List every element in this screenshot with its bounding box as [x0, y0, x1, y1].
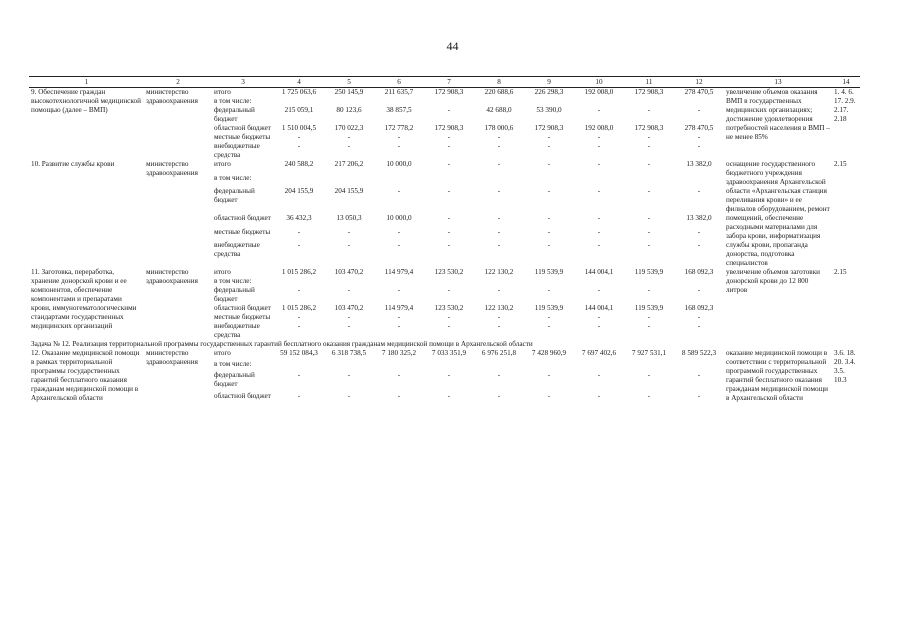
value-cell: [624, 174, 674, 188]
value-cell: -: [647, 142, 651, 150]
result-cell: оснащение государственного бюджетного учреждения здравоохранения Архангельской области «Архангельская станция переливания крови» и ее филиалов оборудованием, ремонт помещений, обеспечение расходными материалами для забора крови, информатизация службы крови, пропаганда донорства, подготовка специалистов: [726, 160, 830, 267]
value-cell: -: [447, 241, 451, 249]
value-cell: [374, 97, 424, 106]
value-cell: 211 635,7: [384, 88, 414, 96]
column-number-3: 3: [212, 77, 274, 88]
value-cell: -: [497, 313, 501, 321]
value-cell: [524, 174, 574, 188]
value-cell: [324, 277, 374, 286]
value-cell: 250 145,9: [334, 88, 364, 96]
value-cell: -: [397, 286, 401, 294]
value-cell: -: [497, 160, 501, 168]
value-cell: [524, 97, 574, 106]
value-cell: [674, 360, 724, 371]
value-cell: -: [647, 313, 651, 321]
value-cell: 38 857,5: [386, 106, 412, 114]
value-cell: 172 908,3: [534, 124, 564, 132]
value-cell: -: [697, 187, 701, 195]
value-cell: [574, 360, 624, 371]
value-cell: 122 130,2: [484, 304, 514, 312]
column-number-7: 7: [424, 77, 474, 88]
value-cell: -: [347, 142, 351, 150]
column-number-2: 2: [144, 77, 212, 88]
source-label-cell: местные бюджеты: [214, 313, 271, 321]
value-cell: 1 015 286,2: [281, 268, 317, 276]
value-cell: -: [347, 227, 351, 236]
value-cell: -: [347, 313, 351, 321]
value-cell: 172 908,3: [634, 88, 664, 96]
event-cell: 9. Обеспечение граждан высокотехнологичной медицинской помощью (далее – ВМП): [31, 88, 141, 114]
value-cell: 7 927 531,1: [631, 349, 667, 357]
value-cell: -: [497, 187, 501, 195]
value-cell: -: [297, 313, 301, 321]
value-cell: -: [497, 241, 501, 249]
value-cell: 8 589 522,3: [681, 349, 717, 357]
event-cell: 11. Заготовка, переработка, хранение донорской крови и ее компонентов, обеспечение компонентами и препаратами крови, иммуногематологическими стандартами государственных медицинских организаций: [31, 268, 137, 330]
value-cell: -: [647, 370, 651, 379]
value-cell: -: [447, 286, 451, 294]
value-cell: -: [647, 241, 651, 249]
value-cell: -: [547, 214, 551, 222]
value-cell: -: [497, 392, 501, 401]
link-cell: 2.15: [834, 160, 847, 168]
value-cell: 6 976 251,8: [481, 349, 517, 357]
source-label-cell: областной бюджет: [214, 214, 271, 222]
value-cell: -: [447, 160, 451, 168]
value-cell: 172 908,3: [434, 88, 464, 96]
table-row: [29, 160, 860, 174]
value-cell: [324, 360, 374, 371]
value-cell: 192 008,0: [584, 124, 614, 132]
value-cell: -: [697, 133, 701, 141]
value-cell: -: [547, 241, 551, 249]
value-cell: -: [547, 370, 551, 379]
source-label-cell: итого: [214, 349, 231, 357]
executor-cell: министерство здравоохранения: [146, 160, 198, 177]
value-cell: -: [697, 322, 701, 330]
column-number-header: [29, 77, 860, 88]
value-cell: -: [347, 133, 351, 141]
value-cell: -: [397, 322, 401, 330]
value-cell: -: [697, 392, 701, 401]
source-label-cell: в том числе:: [214, 359, 252, 368]
value-cell: 144 004,1: [584, 268, 614, 276]
source-label-cell: итого: [214, 160, 231, 168]
value-cell: -: [697, 286, 701, 294]
value-cell: 170 022,3: [334, 124, 364, 132]
value-cell: [624, 277, 674, 286]
value-cell: 1 015 286,2: [281, 304, 317, 312]
value-cell: 168 092,3: [684, 268, 714, 276]
value-cell: [474, 277, 524, 286]
value-cell: [674, 277, 724, 286]
value-cell: -: [397, 241, 401, 249]
value-cell: 103 470,2: [334, 268, 364, 276]
executor-cell: министерство здравоохранения: [146, 349, 198, 366]
value-cell: -: [447, 322, 451, 330]
column-number-9: 9: [524, 77, 574, 88]
value-cell: -: [597, 370, 601, 379]
column-number-5: 5: [324, 77, 374, 88]
value-cell: -: [447, 106, 451, 114]
link-cell: 2.15: [834, 268, 847, 276]
value-cell: -: [647, 227, 651, 236]
value-cell: [274, 174, 324, 188]
value-cell: 217 206,2: [334, 160, 364, 168]
value-cell: -: [297, 133, 301, 141]
value-cell: [674, 97, 724, 106]
source-label-cell: федеральный бюджет: [214, 286, 255, 303]
result-cell: увеличение объемов оказания ВМП в государственных медицинских организациях; достижение удовлетворения потребностей населения в ВМП – не менее 85%: [726, 88, 830, 141]
source-label-cell: областной бюджет: [214, 304, 271, 312]
value-cell: -: [397, 142, 401, 150]
value-cell: 220 688,6: [484, 88, 514, 96]
value-cell: -: [597, 241, 601, 249]
source-label-cell: внебюджетные средства: [214, 241, 260, 258]
value-cell: 240 588,2: [284, 160, 314, 168]
value-cell: -: [547, 313, 551, 321]
value-cell: 6 318 738,5: [331, 349, 367, 357]
value-cell: 119 539,9: [534, 304, 564, 312]
value-cell: -: [647, 286, 651, 294]
value-cell: [424, 277, 474, 286]
value-cell: 7 033 351,9: [431, 349, 467, 357]
value-cell: [324, 174, 374, 188]
result-cell: оказание медицинской помощи в соответствии с территориальной программой государственных гарантий бесплатного оказания гражданам медицинской помощи в Архангельской области: [726, 349, 828, 402]
value-cell: -: [397, 370, 401, 379]
value-cell: [674, 174, 724, 188]
value-cell: 42 688,0: [486, 106, 512, 114]
value-cell: -: [497, 214, 501, 222]
value-cell: -: [347, 322, 351, 330]
value-cell: -: [547, 133, 551, 141]
value-cell: [274, 97, 324, 106]
link-cell: 1. 4. 6. 17. 2.9. 2.17. 2.18: [834, 88, 856, 123]
value-cell: -: [347, 392, 351, 401]
source-label-cell: в том числе:: [214, 173, 252, 182]
value-cell: -: [447, 133, 451, 141]
source-label-cell: областной бюджет: [214, 124, 271, 132]
value-cell: -: [647, 160, 651, 168]
value-cell: 119 539,9: [634, 304, 664, 312]
value-cell: -: [397, 187, 401, 195]
source-label-cell: федеральный бюджет: [214, 187, 255, 204]
value-cell: 53 390,0: [536, 106, 562, 114]
value-cell: -: [697, 313, 701, 321]
value-cell: -: [597, 187, 601, 195]
source-label-cell: в том числе:: [214, 97, 252, 105]
source-label-cell: федеральный бюджет: [214, 370, 255, 388]
value-cell: 13 050,3: [336, 214, 362, 222]
column-number-6: 6: [374, 77, 424, 88]
executor-cell: министерство здравоохранения: [146, 268, 198, 285]
value-cell: 10 000,0: [386, 160, 412, 168]
value-cell: 123 530,2: [434, 304, 464, 312]
value-cell: 119 539,9: [634, 268, 664, 276]
source-label-cell: итого: [214, 268, 231, 276]
value-cell: -: [497, 322, 501, 330]
value-cell: 13 382,0: [686, 214, 712, 222]
column-number-11: 11: [624, 77, 674, 88]
value-cell: -: [597, 142, 601, 150]
value-cell: -: [547, 142, 551, 150]
value-cell: -: [297, 227, 301, 236]
link-cell: 3.6. 18. 20. 3.4. 3.5. 10.3: [834, 349, 856, 384]
value-cell: [274, 277, 324, 286]
value-cell: -: [647, 322, 651, 330]
value-cell: 172 908,3: [434, 124, 464, 132]
value-cell: 144 004,1: [584, 304, 614, 312]
column-number-14: 14: [832, 77, 860, 88]
event-cell: 10. Развитие службы крови: [31, 160, 115, 168]
value-cell: -: [347, 241, 351, 249]
value-cell: 1 725 063,6: [281, 88, 317, 96]
page-number: 44: [446, 39, 459, 53]
value-cell: 13 382,0: [686, 160, 712, 168]
value-cell: 278 470,5: [684, 88, 714, 96]
value-cell: 168 092,3: [684, 304, 714, 312]
value-cell: -: [597, 227, 601, 236]
value-cell: 59 152 084,3: [280, 349, 318, 357]
value-cell: [274, 360, 324, 371]
value-cell: [524, 277, 574, 286]
column-number-8: 8: [474, 77, 524, 88]
source-label-cell: областной бюджет: [214, 392, 271, 401]
value-cell: [624, 97, 674, 106]
value-cell: -: [697, 241, 701, 249]
value-cell: -: [547, 392, 551, 401]
value-cell: -: [697, 106, 701, 114]
value-cell: -: [297, 286, 301, 294]
program-table: [29, 76, 860, 403]
value-cell: [374, 277, 424, 286]
task-heading: Задача № 12. Реализация территориальной программы государственных гарантий бесплатного оказания гражданам медицинской помощи в Архангельской области: [31, 340, 533, 348]
value-cell: -: [647, 106, 651, 114]
value-cell: -: [547, 187, 551, 195]
value-cell: -: [497, 227, 501, 236]
value-cell: -: [647, 214, 651, 222]
value-cell: 103 470,2: [334, 304, 364, 312]
value-cell: 204 155,9: [334, 187, 364, 195]
value-cell: -: [297, 370, 301, 379]
value-cell: 122 130,2: [484, 268, 514, 276]
value-cell: -: [597, 322, 601, 330]
value-cell: -: [447, 370, 451, 379]
value-cell: [474, 97, 524, 106]
value-cell: 114 979,4: [384, 268, 414, 276]
column-number-13: 13: [724, 77, 832, 88]
value-cell: -: [497, 286, 501, 294]
value-cell: -: [697, 142, 701, 150]
value-cell: 172 778,2: [384, 124, 414, 132]
value-cell: [574, 277, 624, 286]
value-cell: -: [447, 187, 451, 195]
value-cell: -: [497, 370, 501, 379]
value-cell: [474, 174, 524, 188]
value-cell: -: [397, 392, 401, 401]
value-cell: 114 979,4: [384, 304, 414, 312]
value-cell: 7 180 325,2: [381, 349, 417, 357]
value-cell: -: [597, 106, 601, 114]
value-cell: -: [297, 392, 301, 401]
value-cell: 204 155,9: [284, 187, 314, 195]
value-cell: -: [397, 133, 401, 141]
task-heading-row: [29, 340, 860, 349]
value-cell: -: [447, 214, 451, 222]
source-label-cell: итого: [214, 88, 231, 96]
source-label-cell: местные бюджеты: [214, 133, 271, 141]
value-cell: -: [697, 370, 701, 379]
value-cell: 36 432,3: [286, 214, 312, 222]
value-cell: -: [647, 133, 651, 141]
value-cell: -: [547, 286, 551, 294]
value-cell: [474, 360, 524, 371]
value-cell: -: [347, 370, 351, 379]
value-cell: [524, 360, 574, 371]
value-cell: 215 059,1: [284, 106, 314, 114]
value-cell: [424, 174, 474, 188]
value-cell: 1 510 004,5: [281, 124, 317, 132]
value-cell: -: [397, 313, 401, 321]
column-number-4: 4: [274, 77, 324, 88]
source-label-cell: местные бюджеты: [214, 227, 271, 236]
table-row: [29, 349, 860, 360]
source-label-cell: внебюджетные средства: [214, 322, 260, 339]
value-cell: -: [547, 322, 551, 330]
value-cell: [574, 97, 624, 106]
value-cell: -: [447, 392, 451, 401]
value-cell: 10 000,0: [386, 214, 412, 222]
value-cell: [424, 360, 474, 371]
value-cell: [624, 360, 674, 371]
value-cell: 80 123,6: [336, 106, 362, 114]
value-cell: -: [597, 214, 601, 222]
value-cell: -: [547, 160, 551, 168]
value-cell: 278 470,5: [684, 124, 714, 132]
value-cell: 123 530,2: [434, 268, 464, 276]
value-cell: [374, 360, 424, 371]
value-cell: -: [597, 392, 601, 401]
value-cell: -: [297, 142, 301, 150]
source-label-cell: в том числе:: [214, 277, 252, 285]
column-number-1: 1: [29, 77, 144, 88]
value-cell: -: [597, 133, 601, 141]
value-cell: -: [347, 286, 351, 294]
table-row: [29, 268, 860, 277]
value-cell: [374, 174, 424, 188]
value-cell: 192 008,0: [584, 88, 614, 96]
column-number-10: 10: [574, 77, 624, 88]
value-cell: -: [597, 313, 601, 321]
value-cell: -: [597, 286, 601, 294]
value-cell: -: [697, 227, 701, 236]
value-cell: [574, 174, 624, 188]
value-cell: -: [297, 241, 301, 249]
value-cell: [424, 97, 474, 106]
source-label-cell: внебюджетные средства: [214, 142, 260, 159]
value-cell: -: [497, 133, 501, 141]
value-cell: 226 298,3: [534, 88, 564, 96]
value-cell: -: [647, 392, 651, 401]
column-number-12: 12: [674, 77, 724, 88]
executor-cell: министерство здравоохранения: [146, 88, 198, 105]
value-cell: -: [647, 187, 651, 195]
source-label-cell: федеральный бюджет: [214, 106, 255, 123]
value-cell: 7 428 960,9: [531, 349, 567, 357]
value-cell: -: [447, 313, 451, 321]
value-cell: 7 697 402,6: [581, 349, 617, 357]
table-row: [29, 88, 860, 98]
value-cell: -: [597, 160, 601, 168]
value-cell: 178 000,6: [484, 124, 514, 132]
result-cell: увеличение объемов заготовки донорской крови до 12 800 литров: [726, 268, 821, 294]
value-cell: -: [447, 227, 451, 236]
value-cell: -: [297, 322, 301, 330]
value-cell: -: [447, 142, 451, 150]
value-cell: 172 908,3: [634, 124, 664, 132]
value-cell: -: [397, 227, 401, 236]
value-cell: -: [547, 227, 551, 236]
value-cell: -: [497, 142, 501, 150]
value-cell: [324, 97, 374, 106]
value-cell: 119 539,9: [534, 268, 564, 276]
event-cell: 12. Оказание медицинской помощи в рамках территориальной программы государственных гарантий бесплатного оказания гражданам медицинской помощи в Архангельской области: [31, 349, 140, 402]
